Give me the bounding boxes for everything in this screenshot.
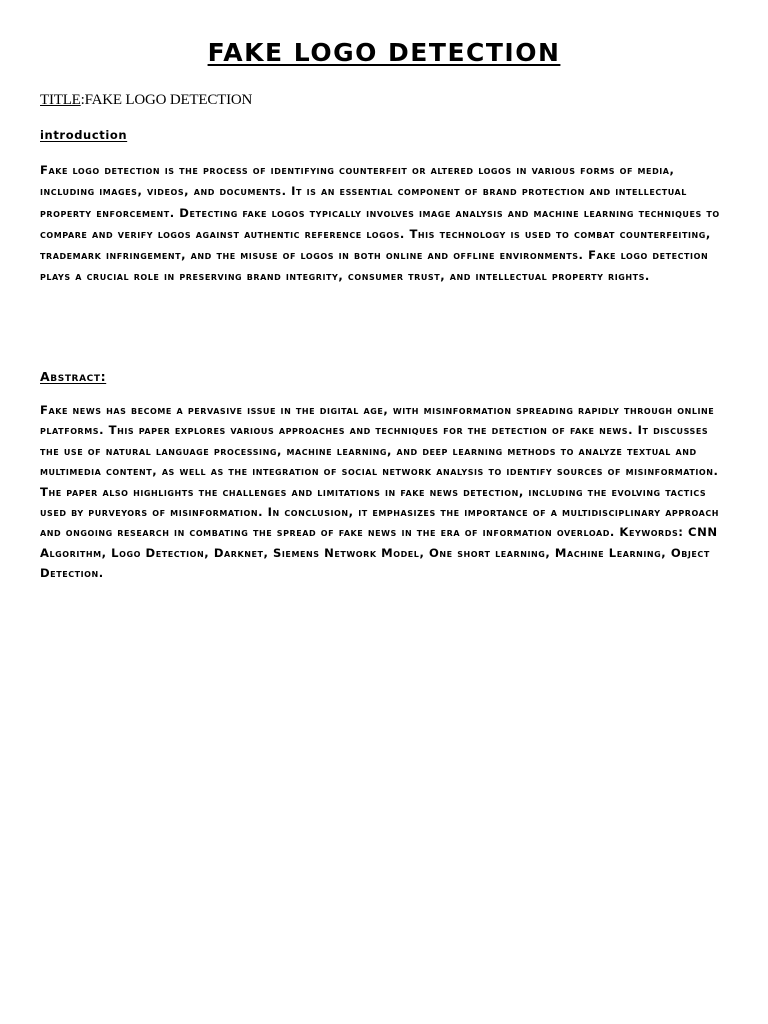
title-label: TITLE (40, 92, 81, 108)
introduction-heading: introduction (40, 128, 128, 142)
introduction-paragraph: Fake logo detection is the process of identifying counterfeit or altered logos in various forms of media, including images, videos, and documents. It is an essential component of brand protection and intellectual property enforcement. Detecting fake logos typically involves image analysis and machine learning techniques to compare and verify logos against authentic reference logos. This technology is used to combat counterfeiting, trademark infringement, and the misuse of logos in both online and offline environments. Fake logo detection plays a crucial role in preserving brand integrity, consumer trust, and intellectual property rights. (40, 163, 720, 284)
abstract-paragraph: Fake news has become a pervasive issue in the digital age, with misinformation spreading rapidly through online platforms. This paper explores various approaches and techniques for the detection of fake news. It discusses the use of natural language processing, machine learning, and deep learning methods to analyze textual and multimedia content, as well as the integration of social network analysis to identify sources of misinformation. The paper also highlights the challenges and limitations in fake news detection, including the evolving tactics used by purveyors of misinformation. In conclusion, it emphasizes the importance of a multidisciplinary approach and ongoing research in combating the spread of fake news in the era of information overload. Keywords: CNN Algorithm, Logo Detection, Darknet, Siemens Network Model, One short learning, Machine Learning, Object Detection. (40, 403, 720, 581)
title-line (40, 92, 252, 109)
document-heading: FAKE LOGO DETECTION (207, 38, 561, 67)
title-value: :FAKE LOGO DETECTION (80, 92, 253, 108)
abstract-heading: Abstract: (40, 369, 107, 384)
